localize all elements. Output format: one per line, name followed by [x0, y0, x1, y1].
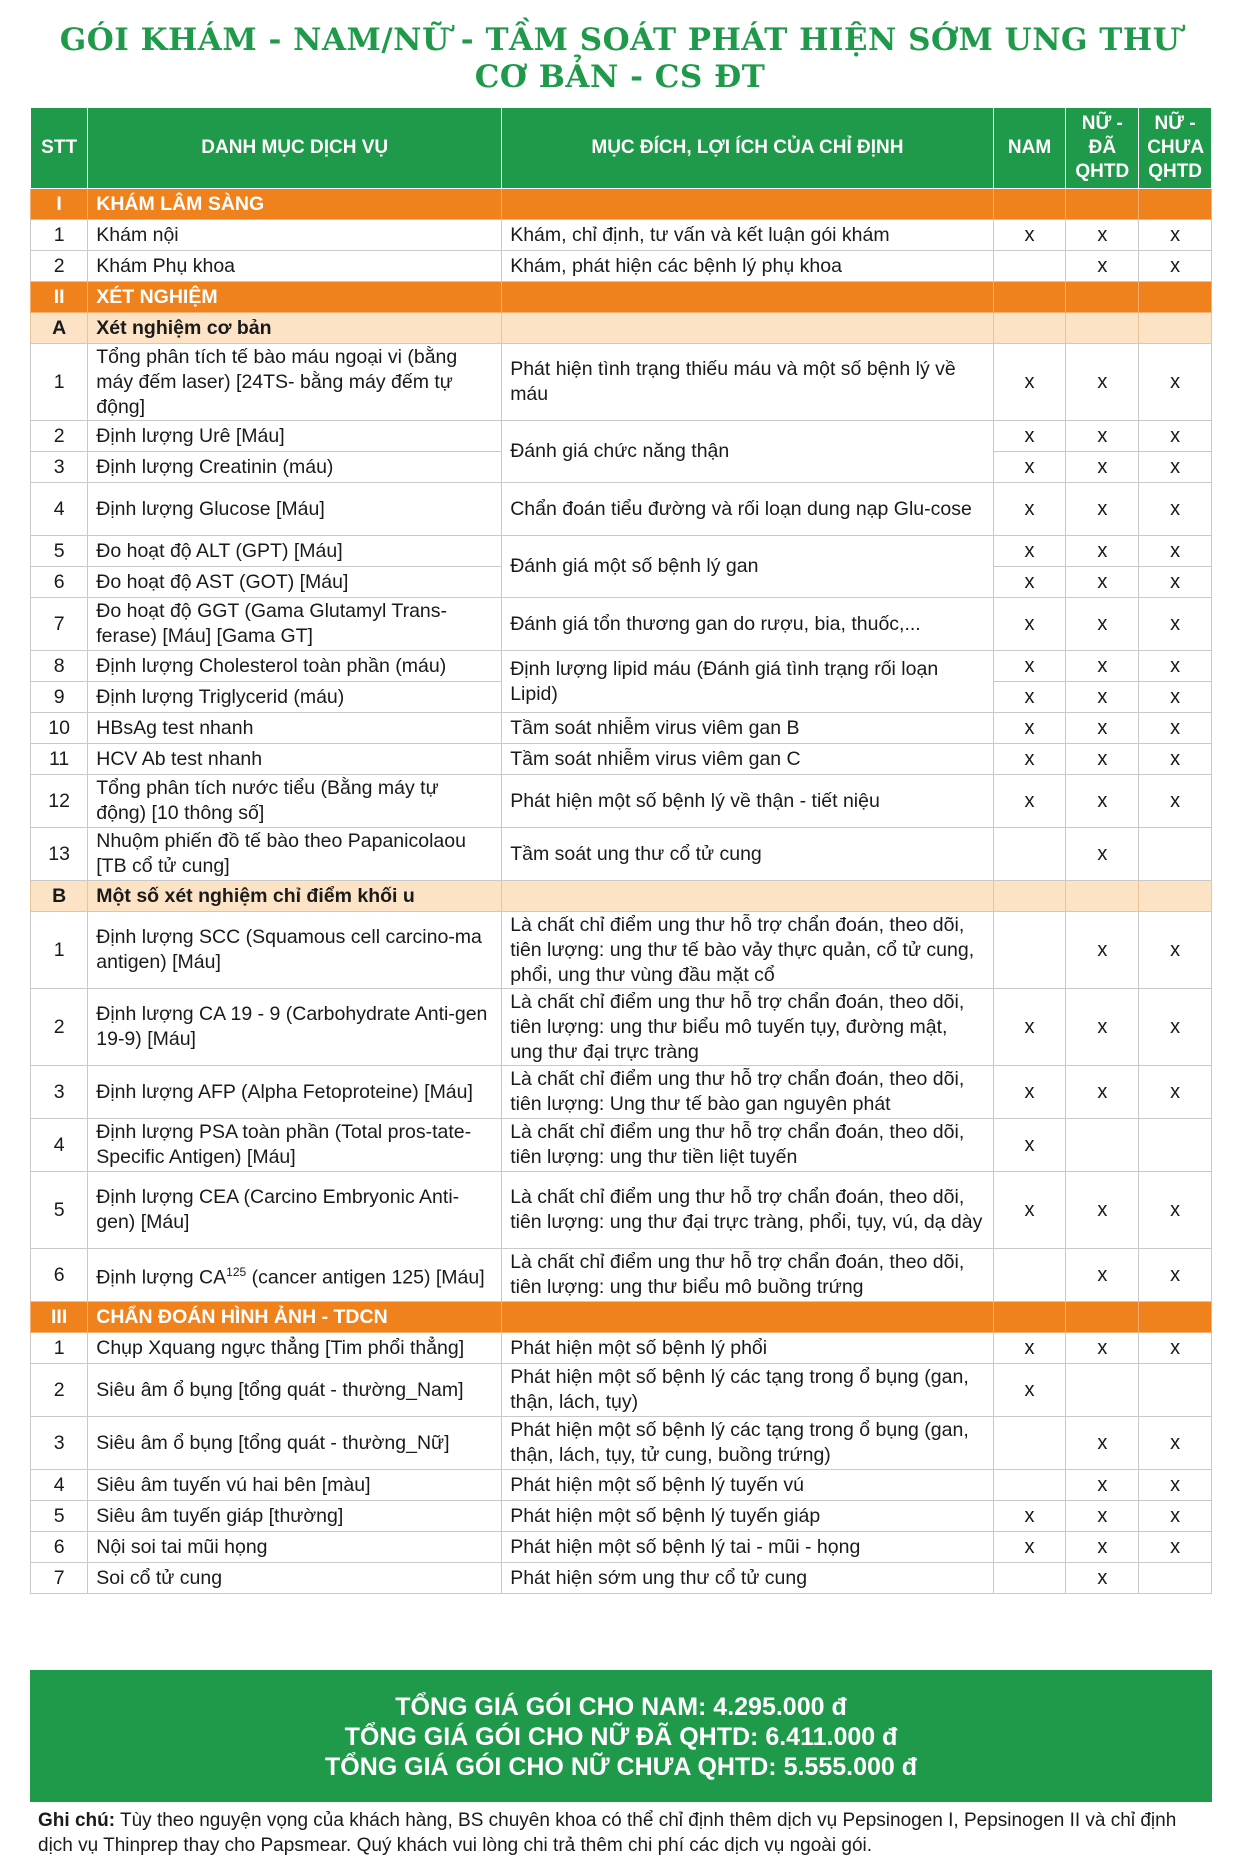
mark-nam: x [993, 682, 1066, 713]
mark-nu-chua: x [1139, 1417, 1212, 1470]
mark-nu-chua: x [1139, 1066, 1212, 1119]
row-number: 7 [31, 598, 88, 651]
service-name: Siêu âm tuyến vú hai bên [màu] [88, 1470, 502, 1501]
service-purpose: Định lượng lipid máu (Đánh giá tình trạng rối loạn Lipid) [502, 651, 993, 713]
title-line-2: CƠ BẢN - CS ĐT [474, 59, 766, 95]
row-number: 6 [31, 1249, 88, 1302]
header-nu-chua: NỮ - CHƯA QHTD [1139, 108, 1212, 189]
service-name: Khám Phụ khoa [88, 251, 502, 282]
service-name: Siêu âm ổ bụng [tổng quát - thường_Nữ] [88, 1417, 502, 1470]
mark-nu-da: x [1066, 744, 1139, 775]
mark-nu-chua: x [1139, 1172, 1212, 1249]
mark-nam: x [993, 536, 1066, 567]
row-number: 1 [31, 912, 88, 989]
mark-nu-chua [1139, 1364, 1212, 1417]
mark-nu-chua: x [1139, 682, 1212, 713]
mark-nu-da: x [1066, 775, 1139, 828]
service-purpose: Chẩn đoán tiểu đường và rối loạn dung nạp Glu-cose [502, 483, 993, 536]
mark-nu-da: x [1066, 1417, 1139, 1470]
footnote-label: Ghi chú: [38, 1810, 116, 1831]
mark-nu-da: x [1066, 1066, 1139, 1119]
service-name [88, 1249, 502, 1302]
mark-nu-chua: x [1139, 421, 1212, 452]
mark-nu-chua: x [1139, 1470, 1212, 1501]
mark-nam: x [993, 775, 1066, 828]
service-purpose: Phát hiện một số bệnh lý tuyến giáp [502, 1501, 993, 1532]
table-row [31, 251, 1212, 282]
mark-nu-chua: x [1139, 1249, 1212, 1302]
table-row [31, 1532, 1212, 1563]
row-number: 13 [31, 828, 88, 881]
mark-nam [993, 1563, 1066, 1594]
mark-nu-da: x [1066, 567, 1139, 598]
table-row [31, 1119, 1212, 1172]
service-purpose: Là chất chỉ điểm ung thư hỗ trợ chẩn đoán, theo dõi, tiên lượng: Ung thư tế bào gan nguyên phát [502, 1066, 993, 1119]
service-purpose: Là chất chỉ điểm ung thư hỗ trợ chẩn đoán, theo dõi, tiên lượng: ung thư biểu mô buồng trứng [502, 1249, 993, 1302]
table-row [31, 536, 1212, 567]
mark-nu-chua: x [1139, 651, 1212, 682]
mark-nam: x [993, 344, 1066, 421]
row-number: 4 [31, 1119, 88, 1172]
row-number: 9 [31, 682, 88, 713]
section-row [31, 1302, 1212, 1333]
service-purpose: Tầm soát nhiễm virus viêm gan B [502, 713, 993, 744]
row-number: 2 [31, 251, 88, 282]
service-purpose: Khám, chỉ định, tư vấn và kết luận gói khám [502, 220, 993, 251]
mark-nam: x [993, 1364, 1066, 1417]
mark-nu-chua: x [1139, 220, 1212, 251]
service-purpose: Phát hiện một số bệnh lý tuyến vú [502, 1470, 993, 1501]
row-number: 7 [31, 1563, 88, 1594]
section-number: I [31, 189, 88, 220]
service-name: Định lượng Cholesterol toàn phần (máu) [88, 651, 502, 682]
table-row [31, 828, 1212, 881]
mark-nu-da: x [1066, 421, 1139, 452]
mark-nam: x [993, 567, 1066, 598]
row-number: 3 [31, 1066, 88, 1119]
row-number: 5 [31, 1172, 88, 1249]
header-purpose: MỤC ĐÍCH, LỢI ÍCH CỦA CHỈ ĐỊNH [502, 108, 993, 189]
service-name: Siêu âm ổ bụng [tổng quát - thường_Nam] [88, 1364, 502, 1417]
title-line-1: GÓI KHÁM - NAM/NỮ - TẦM SOÁT PHÁT HIỆN SỚM UNG THƯ [59, 22, 1181, 58]
service-name-prefix: Định lượng CA [96, 1266, 227, 1289]
service-table [30, 107, 1212, 1594]
table-row [31, 1333, 1212, 1364]
table-row [31, 713, 1212, 744]
service-name: Định lượng Urê [Máu] [88, 421, 502, 452]
total-price-nu-da: TỔNG GIÁ GÓI CHO NỮ ĐÃ QHTD: 6.411.000 đ [344, 1723, 898, 1751]
mark-nu-da: x [1066, 483, 1139, 536]
row-number: 11 [31, 744, 88, 775]
section-name: KHÁM LÂM SÀNG [88, 189, 502, 220]
table-header-row [31, 108, 1212, 189]
row-number: 1 [31, 1333, 88, 1364]
mark-nu-chua: x [1139, 344, 1212, 421]
mark-nam: x [993, 452, 1066, 483]
section-number: II [31, 282, 88, 313]
service-name: Định lượng AFP (Alpha Fetoproteine) [Máu] [88, 1066, 502, 1119]
row-number: 5 [31, 1501, 88, 1532]
service-name: Chụp Xquang ngực thẳng [Tim phổi thẳng] [88, 1333, 502, 1364]
header-service: DANH MỤC DỊCH VỤ [88, 108, 502, 189]
table-row [31, 1364, 1212, 1417]
row-number: 3 [31, 452, 88, 483]
mark-nam [993, 1417, 1066, 1470]
row-number: 3 [31, 1417, 88, 1470]
row-number: 2 [31, 421, 88, 452]
mark-nu-da: x [1066, 828, 1139, 881]
section-name: CHẨN ĐOÁN HÌNH ẢNH - TDCN [88, 1302, 502, 1333]
table-row [31, 1563, 1212, 1594]
table-row [31, 1470, 1212, 1501]
service-name: HBsAg test nhanh [88, 713, 502, 744]
footnote-text: Tùy theo nguyện vọng của khách hàng, BS chuyên khoa có thể chỉ định thêm dịch vụ Pepsinogen I, Pepsinogen II và chỉ định dịch vụ Thinprep thay cho Papsmear. Quý khách vui lòng chi trả thêm chi phí các dịch vụ ngoài gói. [38, 1810, 1177, 1856]
row-number: 4 [31, 483, 88, 536]
service-name: Định lượng SCC (Squamous cell carcino-ma antigen) [Máu] [88, 912, 502, 989]
mark-nu-chua: x [1139, 912, 1212, 989]
total-price-nam: TỔNG GIÁ GÓI CHO NAM: 4.295.000 đ [395, 1693, 847, 1721]
mark-nam: x [993, 1172, 1066, 1249]
service-purpose: Là chất chỉ điểm ung thư hỗ trợ chẩn đoán, theo dõi, tiên lượng: ung thư biểu mô tuyến tụy, đường mật, ung thư đại trực tràng [502, 989, 993, 1066]
subsection-row [31, 881, 1212, 912]
table-row [31, 1501, 1212, 1532]
footnote [38, 1808, 1214, 1858]
mark-nu-da: x [1066, 1532, 1139, 1563]
mark-nam: x [993, 421, 1066, 452]
table-row [31, 989, 1212, 1066]
mark-nam [993, 912, 1066, 989]
subsection-row [31, 313, 1212, 344]
mark-nam: x [993, 598, 1066, 651]
mark-nu-da: x [1066, 344, 1139, 421]
mark-nu-chua: x [1139, 775, 1212, 828]
mark-nu-chua: x [1139, 1501, 1212, 1532]
service-name: Đo hoạt độ GGT (Gama Glutamyl Trans-ferase) [Máu] [Gama GT] [88, 598, 502, 651]
table-row [31, 421, 1212, 452]
service-purpose: Tầm soát ung thư cổ tử cung [502, 828, 993, 881]
mark-nu-chua: x [1139, 713, 1212, 744]
mark-nu-da: x [1066, 251, 1139, 282]
row-number: 4 [31, 1470, 88, 1501]
mark-nam: x [993, 1333, 1066, 1364]
table-row [31, 220, 1212, 251]
service-name: Tổng phân tích nước tiểu (Bằng máy tự động) [10 thông số] [88, 775, 502, 828]
mark-nam: x [993, 220, 1066, 251]
table-row [31, 775, 1212, 828]
mark-nu-da: x [1066, 1470, 1139, 1501]
service-name: Soi cổ tử cung [88, 1563, 502, 1594]
service-purpose: Đánh giá tổn thương gan do rượu, bia, thuốc,... [502, 598, 993, 651]
table-row [31, 1172, 1212, 1249]
mark-nu-da: x [1066, 1501, 1139, 1532]
mark-nu-chua: x [1139, 1333, 1212, 1364]
table-row [31, 744, 1212, 775]
mark-nu-chua: x [1139, 598, 1212, 651]
mark-nu-da: x [1066, 452, 1139, 483]
row-number: 2 [31, 1364, 88, 1417]
service-purpose: Phát hiện một số bệnh lý phổi [502, 1333, 993, 1364]
mark-nam: x [993, 1119, 1066, 1172]
service-name: Khám nội [88, 220, 502, 251]
service-name: Định lượng CA 19 - 9 (Carbohydrate Anti-gen 19-9) [Máu] [88, 989, 502, 1066]
mark-nu-chua: x [1139, 251, 1212, 282]
mark-nu-da: x [1066, 989, 1139, 1066]
mark-nu-da [1066, 1364, 1139, 1417]
service-purpose: Phát hiện một số bệnh lý các tạng trong ổ bụng (gan, thận, lách, tụy) [502, 1364, 993, 1417]
row-number: 12 [31, 775, 88, 828]
table-row [31, 483, 1212, 536]
service-purpose: Khám, phát hiện các bệnh lý phụ khoa [502, 251, 993, 282]
service-name: Định lượng CEA (Carcino Embryonic Anti-gen) [Máu] [88, 1172, 502, 1249]
service-name: Định lượng PSA toàn phần (Total pros-tate-Specific Antigen) [Máu] [88, 1119, 502, 1172]
service-name: Đo hoạt độ AST (GOT) [Máu] [88, 567, 502, 598]
mark-nu-da: x [1066, 651, 1139, 682]
mark-nam: x [993, 483, 1066, 536]
service-purpose: Là chất chỉ điểm ung thư hỗ trợ chẩn đoán, theo dõi, tiên lượng: ung thư tế bào vảy thực quản, cổ tử cung, phổi, ung thư vùng đầu mặt cổ [502, 912, 993, 989]
service-name-superscript: 125 [226, 1264, 247, 1279]
service-purpose: Đánh giá một số bệnh lý gan [502, 536, 993, 598]
service-name: Nội soi tai mũi họng [88, 1532, 502, 1563]
mark-nu-chua: x [1139, 483, 1212, 536]
mark-nu-da: x [1066, 1563, 1139, 1594]
mark-nu-chua: x [1139, 744, 1212, 775]
mark-nu-da: x [1066, 1333, 1139, 1364]
row-number: 5 [31, 536, 88, 567]
header-nam: NAM [993, 108, 1066, 189]
mark-nu-da: x [1066, 713, 1139, 744]
mark-nu-da: x [1066, 1172, 1139, 1249]
service-purpose: Phát hiện một số bệnh lý các tạng trong ổ bụng (gan, thận, lách, tụy, tử cung, buồng trứng) [502, 1417, 993, 1470]
table-row [31, 1249, 1212, 1302]
service-purpose: Là chất chỉ điểm ung thư hỗ trợ chẩn đoán, theo dõi, tiên lượng: ung thư đại trực tràng, phổi, tụy, vú, dạ dày [502, 1172, 993, 1249]
mark-nu-chua [1139, 1563, 1212, 1594]
table-row [31, 1417, 1212, 1470]
service-purpose: Đánh giá chức năng thận [502, 421, 993, 483]
mark-nu-da: x [1066, 220, 1139, 251]
subsection-name: Một số xét nghiệm chỉ điểm khối u [88, 881, 502, 912]
row-number: 10 [31, 713, 88, 744]
service-name: HCV Ab test nhanh [88, 744, 502, 775]
service-purpose: Là chất chỉ điểm ung thư hỗ trợ chẩn đoán, theo dõi, tiên lượng: ung thư tiền liệt tuyến [502, 1119, 993, 1172]
mark-nam [993, 1249, 1066, 1302]
mark-nu-chua: x [1139, 452, 1212, 483]
table-row [31, 344, 1212, 421]
service-name: Định lượng Glucose [Máu] [88, 483, 502, 536]
section-name: XÉT NGHIỆM [88, 282, 502, 313]
row-number: 1 [31, 344, 88, 421]
table-row [31, 1066, 1212, 1119]
service-name: Đo hoạt độ ALT (GPT) [Máu] [88, 536, 502, 567]
table-row [31, 912, 1212, 989]
row-number: 2 [31, 989, 88, 1066]
table-row [31, 598, 1212, 651]
mark-nam: x [993, 1501, 1066, 1532]
row-number: 6 [31, 1532, 88, 1563]
mark-nam [993, 251, 1066, 282]
mark-nu-chua: x [1139, 989, 1212, 1066]
mark-nam: x [993, 651, 1066, 682]
service-purpose: Phát hiện tình trạng thiếu máu và một số bệnh lý về máu [502, 344, 993, 421]
service-name-suffix: (cancer antigen 125) [Máu] [246, 1266, 485, 1289]
mark-nu-da: x [1066, 598, 1139, 651]
subsection-letter: A [31, 313, 88, 344]
mark-nu-chua [1139, 1119, 1212, 1172]
mark-nu-da: x [1066, 1249, 1139, 1302]
mark-nu-chua: x [1139, 1532, 1212, 1563]
price-totals-panel [30, 1670, 1212, 1802]
mark-nam: x [993, 1532, 1066, 1563]
mark-nu-da: x [1066, 682, 1139, 713]
mark-nam: x [993, 713, 1066, 744]
package-title [0, 22, 1240, 96]
section-row [31, 282, 1212, 313]
mark-nam: x [993, 744, 1066, 775]
total-price-nu-chua: TỔNG GIÁ GÓI CHO NỮ CHƯA QHTD: 5.555.000 đ [324, 1753, 918, 1781]
row-number: 6 [31, 567, 88, 598]
section-row [31, 189, 1212, 220]
row-number: 8 [31, 651, 88, 682]
service-name: Tổng phân tích tế bào máu ngoại vi (bằng máy đếm laser) [24TS- bằng máy đếm tự động] [88, 344, 502, 421]
mark-nu-chua: x [1139, 567, 1212, 598]
mark-nu-da: x [1066, 912, 1139, 989]
mark-nu-chua [1139, 828, 1212, 881]
header-stt: STT [31, 108, 88, 189]
service-name: Siêu âm tuyến giáp [thường] [88, 1501, 502, 1532]
row-number: 1 [31, 220, 88, 251]
mark-nam: x [993, 1066, 1066, 1119]
service-purpose: Phát hiện sớm ung thư cổ tử cung [502, 1563, 993, 1594]
table-row [31, 651, 1212, 682]
subsection-name: Xét nghiệm cơ bản [88, 313, 502, 344]
mark-nam [993, 828, 1066, 881]
header-nu-da: NỮ - ĐÃ QHTD [1066, 108, 1139, 189]
mark-nu-da: x [1066, 536, 1139, 567]
mark-nam [993, 1470, 1066, 1501]
mark-nu-chua: x [1139, 536, 1212, 567]
service-name: Định lượng Triglycerid (máu) [88, 682, 502, 713]
section-number: III [31, 1302, 88, 1333]
service-name: Nhuộm phiến đồ tế bào theo Papanicolaou [TB cổ tử cung] [88, 828, 502, 881]
service-purpose: Tầm soát nhiễm virus viêm gan C [502, 744, 993, 775]
subsection-letter: B [31, 881, 88, 912]
mark-nam: x [993, 989, 1066, 1066]
service-purpose: Phát hiện một số bệnh lý về thận - tiết niệu [502, 775, 993, 828]
service-name: Định lượng Creatinin (máu) [88, 452, 502, 483]
mark-nu-da [1066, 1119, 1139, 1172]
service-purpose: Phát hiện một số bệnh lý tai - mũi - họng [502, 1532, 993, 1563]
